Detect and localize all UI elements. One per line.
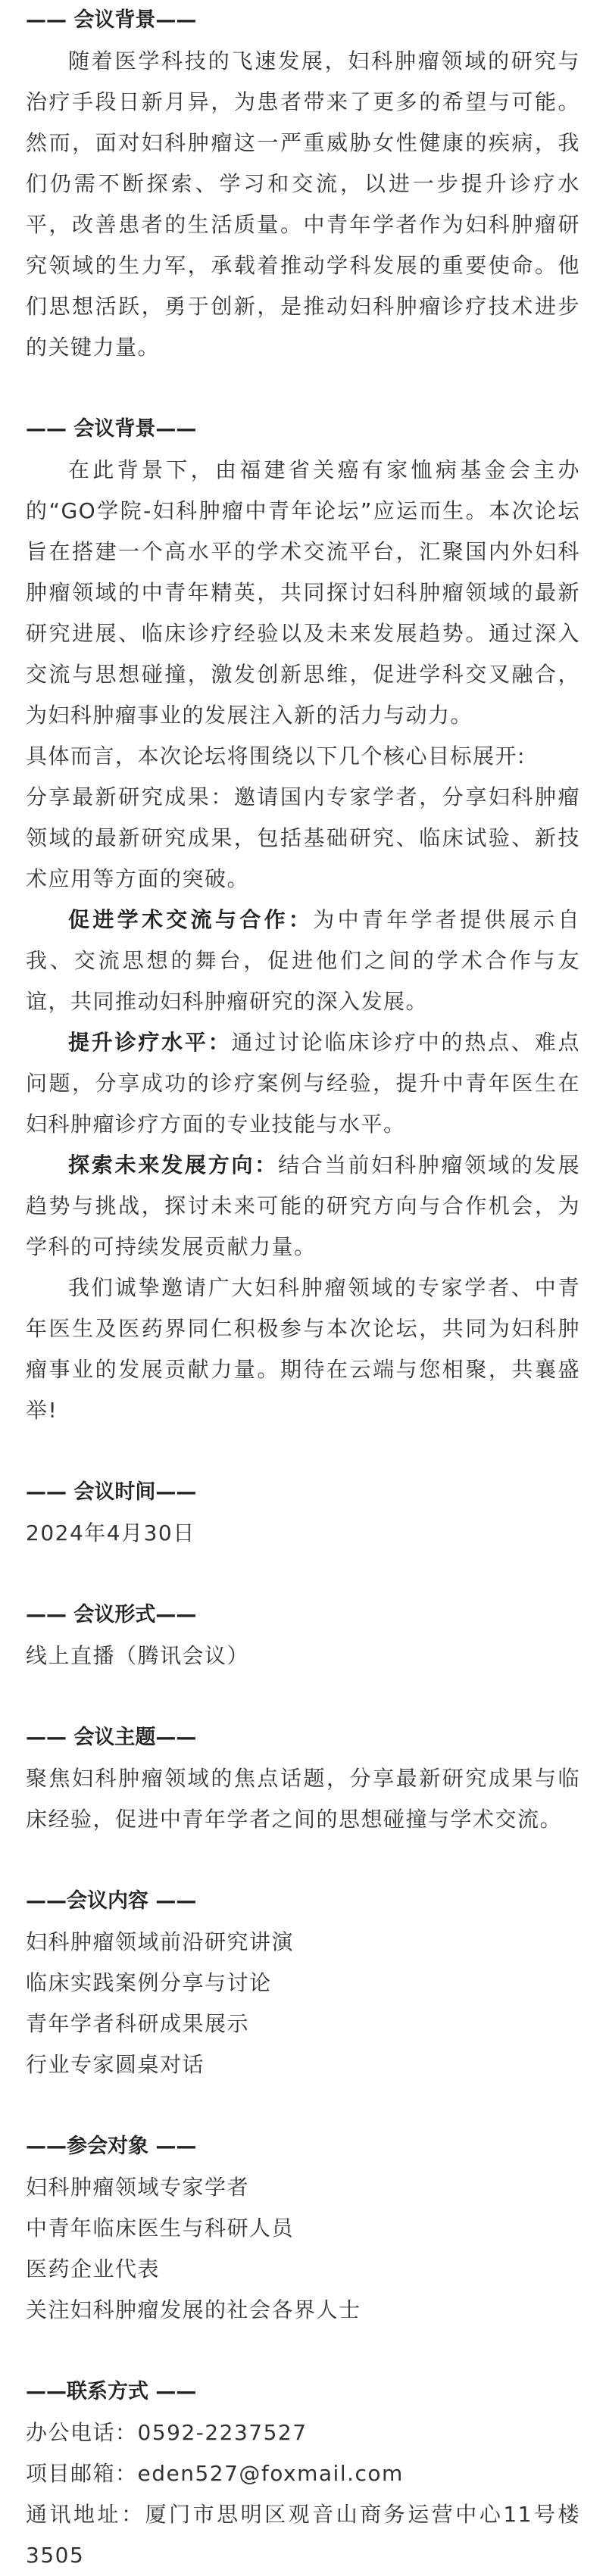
section-heading-content: ——会议内容 ——	[26, 1889, 197, 1913]
audience-item: 关注妇科肿瘤发展的社会各界人士	[26, 2297, 361, 2322]
closing-paragraph: 我们诚挚邀请广大妇科肿瘤领域的专家学者、中青年医生及医药界同仁积极参与本次论坛，共同为妇科肿瘤事业的发展贡献力量。期待在云端与您相聚，共襄盛举!	[26, 1275, 580, 1423]
section-heading-background: —— 会议背景——	[26, 8, 197, 32]
goal-improve-treatment	[26, 1022, 580, 1145]
content-item: 妇科肿瘤领域前沿研究讲演	[26, 1929, 295, 1954]
goal-future-direction-text: 结合当前妇科肿瘤领域的发展趋势与挑战，探讨未来可能的研究方向与合作机会，为学科的可持续发展贡献力量。	[26, 1152, 580, 1259]
meeting-date: 2024年4月30日	[26, 1520, 195, 1545]
audience-item: 医药企业代表	[26, 2256, 161, 2281]
spacer	[26, 1431, 580, 1472]
section-heading-format: —— 会议形式——	[26, 1603, 197, 1626]
goal-improve-treatment-title: 提升诊疗水平：	[68, 1030, 232, 1055]
content-item: 临床实践案例分享与讨论	[26, 1970, 272, 1995]
goal-share-research: 分享最新研究成果：邀请国内专家学者，分享妇科肿瘤领域的最新研究成果，包括基础研究、临床试验、新技术应用等方面的突破。	[26, 784, 580, 891]
goal-improve-treatment-text: 通过讨论临床诊疗中的热点、难点问题，分享成功的诊疗案例与经验，提升中青年医生在妇科肿瘤诊疗方面的专业技能与水平。	[26, 1030, 580, 1137]
section-heading-theme: —— 会议主题——	[26, 1726, 197, 1749]
spacer	[26, 1676, 580, 1717]
goals-intro: 具体而言，本次论坛将围绕以下几个核心目标展开:	[26, 744, 526, 769]
background-paragraph-2: 在此背景下，由福建省关癌有家恤病基金会主办的“GO学院-妇科肿瘤中青年论坛”应运而生。本次论坛旨在搭建一个高水平的学术交流平台，汇聚国内外妇科肿瘤领域的中青年精英，共同探讨妇科肿瘤领域的最新研究进展、临床诊疗经验以及未来发展趋势。通过深入交流与思想碰撞，激发创新思维，促进学科交叉融合，为妇科肿瘤事业的发展注入新的活力与动力。	[26, 457, 580, 728]
content-item: 青年学者科研成果展示	[26, 2011, 250, 2036]
background-paragraph: 随着医学科技的飞速发展，妇科肿瘤领域的研究与治疗手段日新月异，为患者带来了更多的希望与可能。然而，面对妇科肿瘤这一严重威胁女性健康的疾病，我们仍需不断探索、学习和交流，以进一步提升诊疗水平，改善患者的生活质量。中青年学者作为妇科肿瘤研究领域的生力军，承载着推动学科发展的重要使命。他们思想活跃，勇于创新，是推动妇科肿瘤诊疗技术进步的关键力量。	[26, 48, 580, 360]
spacer	[26, 2085, 580, 2126]
contact-email[interactable]: 项目邮箱：eden527@foxmail.com	[26, 2461, 404, 2486]
contact-phone[interactable]: 办公电话：0592-2237527	[26, 2420, 308, 2445]
goal-academic-exchange	[26, 900, 580, 1022]
section-heading-background-2: —— 会议背景——	[26, 417, 197, 441]
spacer	[26, 1840, 580, 1881]
meeting-format: 线上直播（腾讯会议）	[26, 1643, 250, 1668]
contact-address: 通讯地址：厦门市思明区观音山商务运营中心11号楼3505	[26, 2502, 580, 2568]
content-item: 行业专家圆桌对话	[26, 2052, 205, 2077]
section-heading-time: —— 会议时间——	[26, 1480, 197, 1504]
meeting-theme: 聚焦妇科肿瘤领域的焦点话题，分享最新研究成果与临床经验，促进中青年学者之间的思想碰撞与学术交流。	[26, 1766, 580, 1832]
spacer	[26, 368, 580, 409]
spacer	[26, 1554, 580, 1595]
goal-academic-exchange-title: 促进学术交流与合作：	[68, 907, 314, 932]
goal-future-direction	[26, 1145, 580, 1268]
goal-future-direction-title: 探索未来发展方向：	[68, 1152, 279, 1177]
spacer	[26, 2331, 580, 2372]
audience-item: 妇科肿瘤领域专家学者	[26, 2175, 250, 2200]
goal-academic-exchange-text: 为中青年学者提供展示自我、交流思想的舞台，促进他们之间的学术合作与友谊，共同推动妇科肿瘤研究的深入发展。	[26, 907, 580, 1014]
audience-item: 中青年临床医生与科研人员	[26, 2216, 295, 2241]
section-heading-contact: ——联系方式 ——	[26, 2380, 197, 2403]
section-heading-audience: ——参会对象 ——	[26, 2135, 197, 2158]
